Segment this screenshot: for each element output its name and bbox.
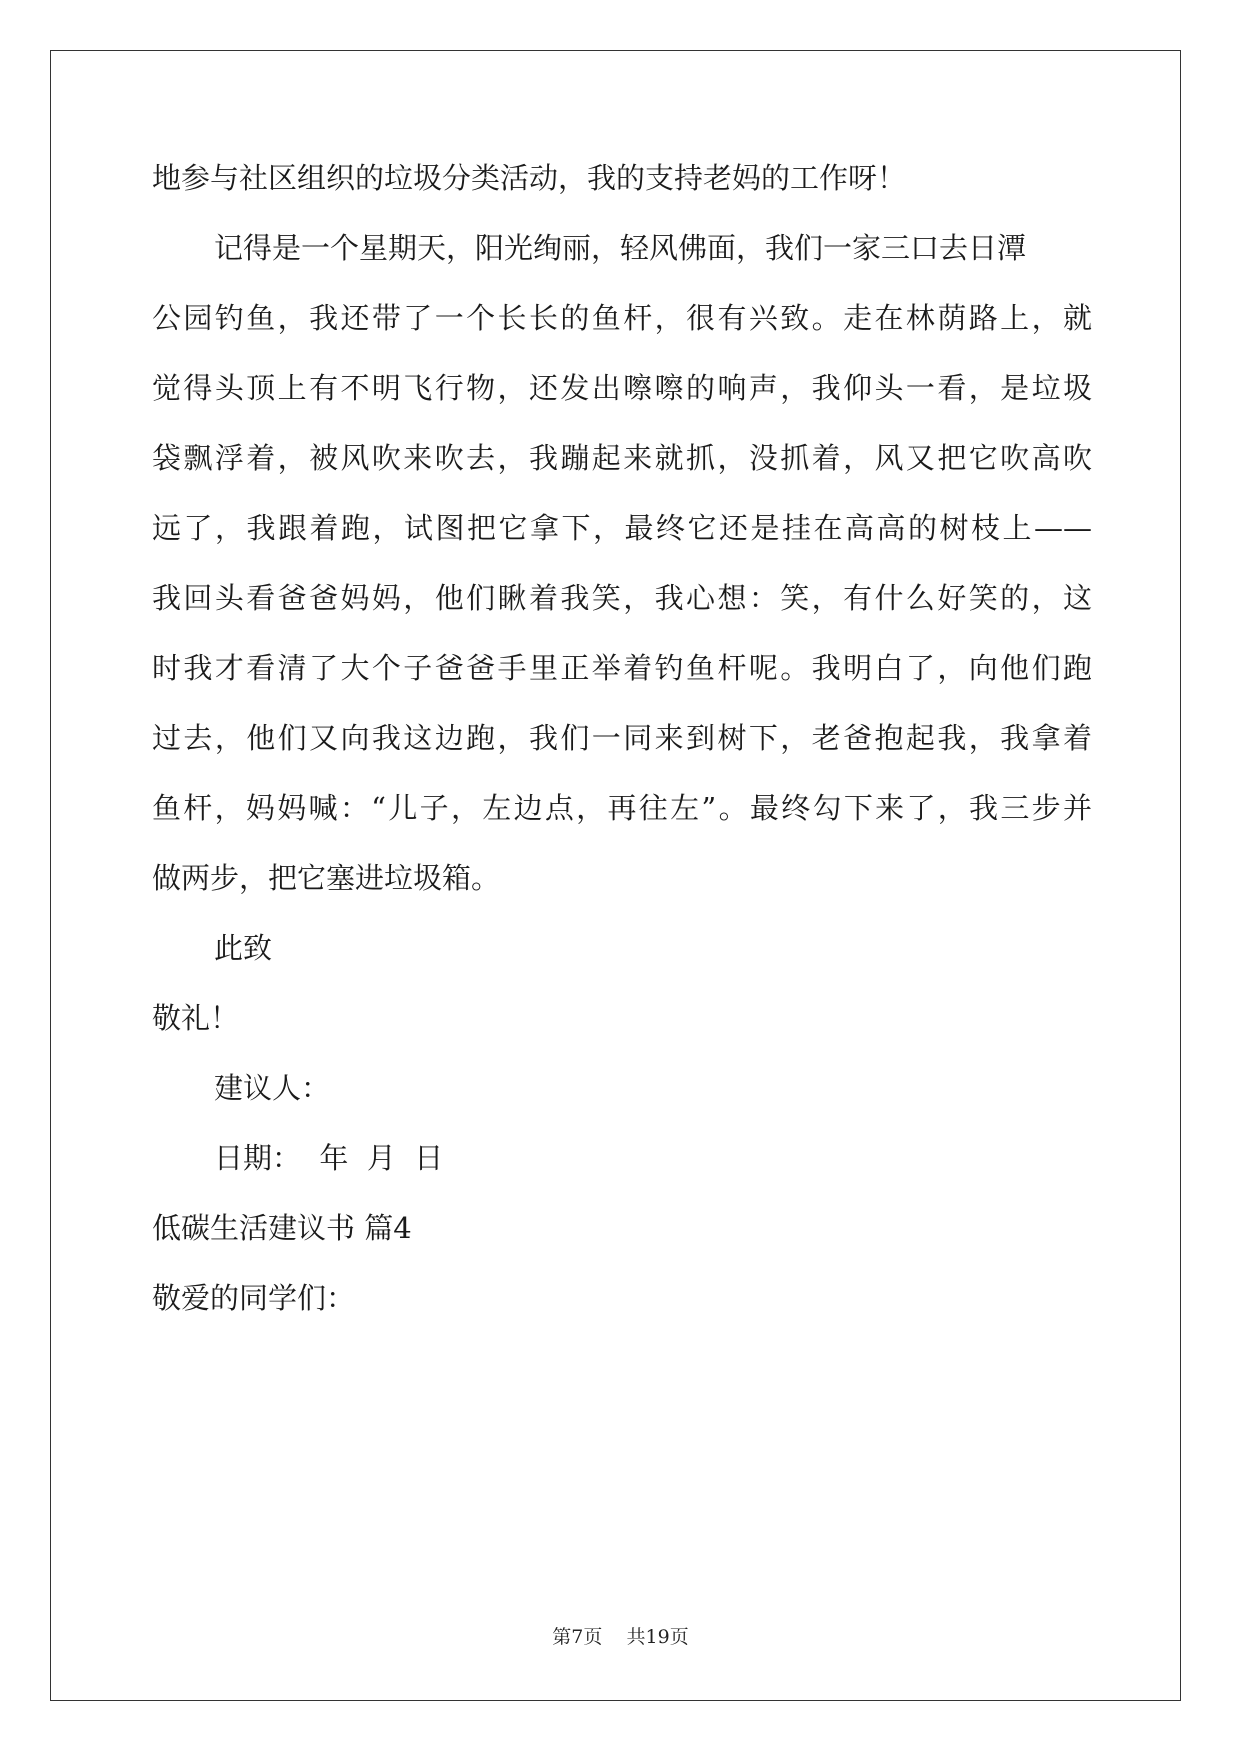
text-line-4: 觉得头顶上有不明飞行物，还发出嚓嚓的响声，我仰头一看，是垃圾 [152, 371, 1092, 405]
text-line-10: 鱼杆，妈妈喊：“儿子，左边点，再往左”。最终勾下来了，我三步并 [152, 791, 1092, 825]
text-line-8: 时我才看清了大个子爸爸手里正举着钓鱼杆呢。我明白了，向他们跑 [152, 651, 1092, 685]
date-label: 日期： 年 月 日 [214, 1141, 444, 1175]
text-line-7: 我回头看爸爸妈妈，他们瞅着我笑，我心想：笑，有什么好笑的，这 [152, 581, 1092, 615]
text-line-11: 做两步，把它塞进垃圾箱。 [152, 861, 501, 895]
page-number-label: 第7页 共19页 [552, 1626, 689, 1648]
section-heading: 低碳生活建议书 篇4 [152, 1211, 412, 1245]
signature-label: 建议人： [214, 1071, 331, 1105]
text-line-6: 远了，我跟着跑，试图把它拿下，最终它还是挂在高高的树枝上—— [152, 511, 1092, 545]
text-line-1: 地参与社区组织的垃圾分类活动，我的支持老妈的工作呀！ [152, 161, 907, 195]
greeting-line: 敬爱的同学们： [152, 1281, 356, 1315]
page-footer [0, 1622, 1241, 1649]
closing-regards: 敬礼！ [152, 1001, 240, 1035]
text-line-5: 袋飘浮着，被风吹来吹去，我蹦起来就抓，没抓着，风又把它吹高吹 [152, 441, 1092, 475]
text-line-2: 记得是一个星期天，阳光绚丽，轻风佛面，我们一家三口去日潭 [214, 231, 1027, 265]
closing-salutation: 此致 [214, 931, 273, 965]
text-line-3: 公园钓鱼，我还带了一个长长的鱼杆，很有兴致。走在林荫路上，就 [152, 301, 1092, 335]
text-line-9: 过去，他们又向我这边跑，我们一同来到树下，老爸抱起我，我拿着 [152, 721, 1092, 755]
